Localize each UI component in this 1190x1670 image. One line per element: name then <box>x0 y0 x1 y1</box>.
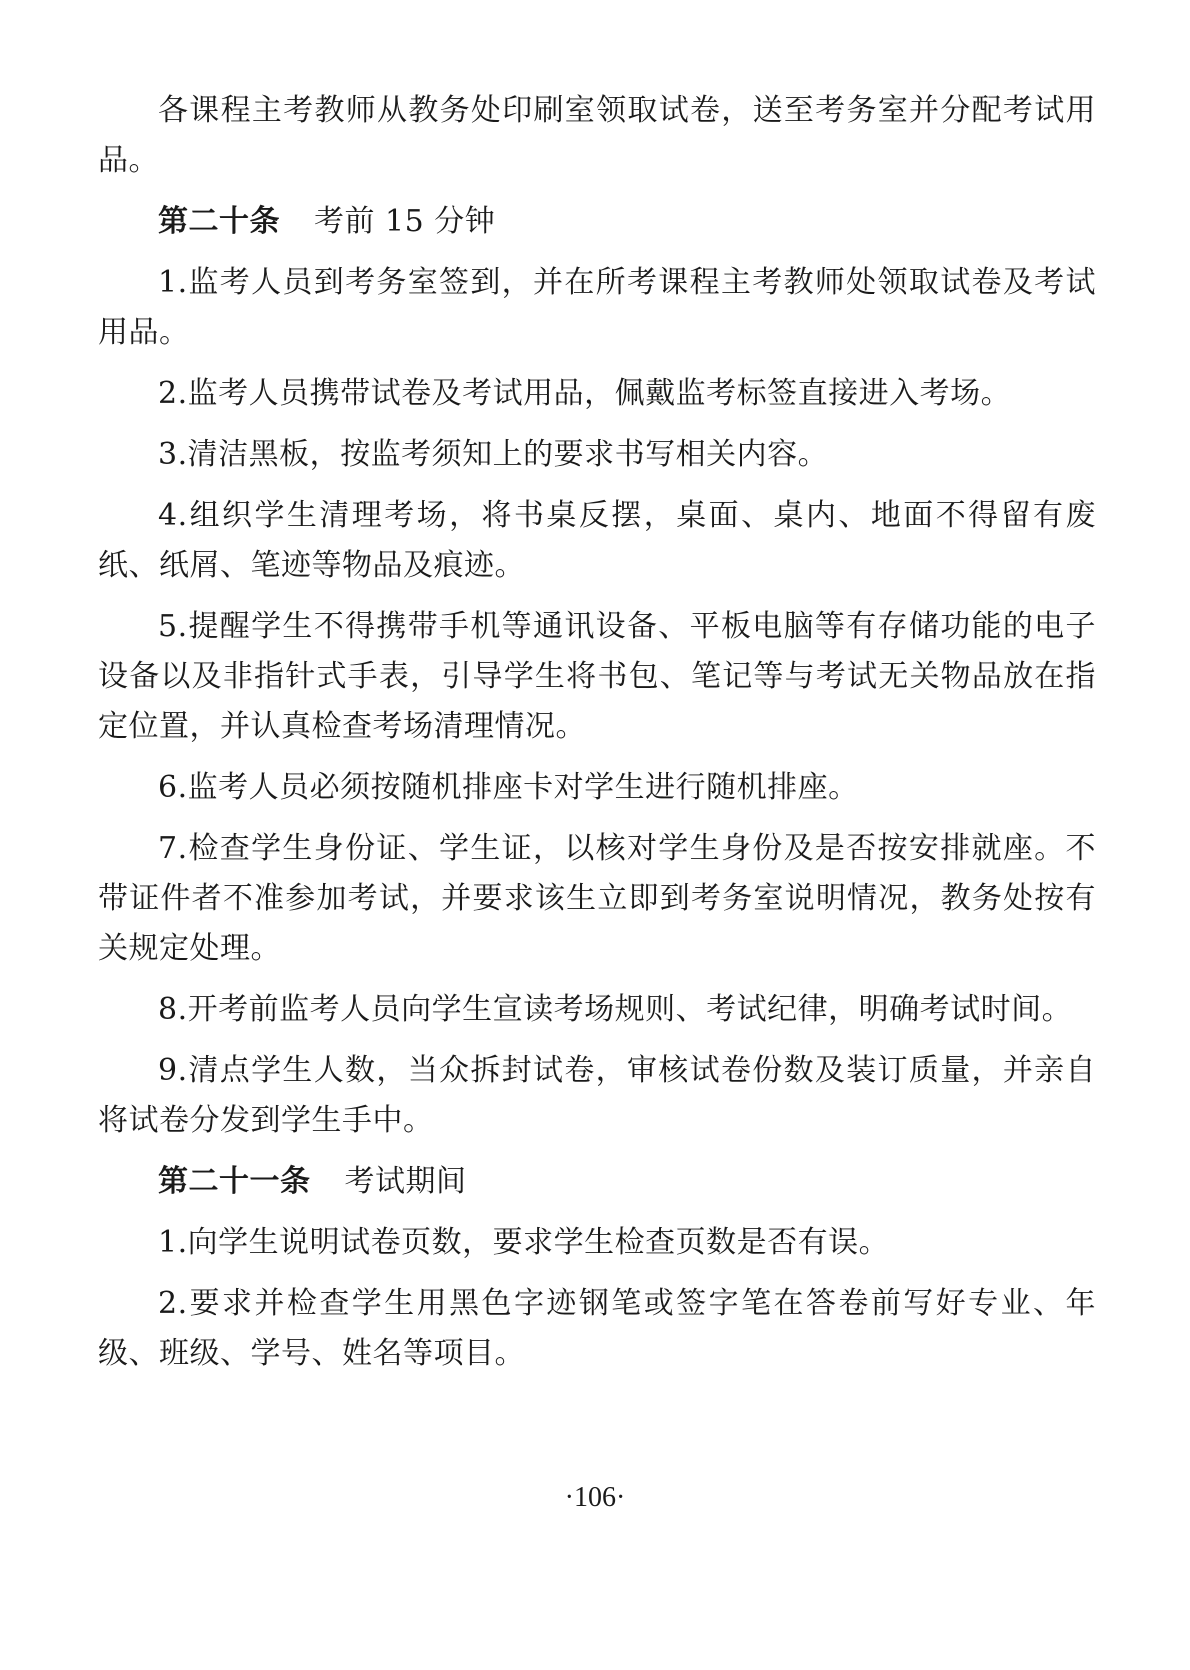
paragraph: 2.监考人员携带试卷及考试用品，佩戴监考标签直接进入考场。 <box>158 376 1012 411</box>
paragraph: 6.监考人员必须按随机排座卡对学生进行随机排座。 <box>158 770 859 805</box>
paragraph: 1.向学生说明试卷页数，要求学生检查页数是否有误。 <box>158 1225 890 1260</box>
paragraph: 8.开考前监考人员向学生宣读考场规则、考试纪律，明确考试时间。 <box>158 992 1073 1027</box>
article-title: 考试期间 <box>344 1164 467 1199</box>
paragraph: 4.组织学生清理考场，将书桌反摆，桌面、桌内、地面不得留有废纸、纸屑、笔迹等物品及痕迹。 <box>98 498 1096 583</box>
paragraph: 2.要求并检查学生用黑色字迹钢笔或签字笔在答卷前写好专业、年级、班级、学号、姓名等项目。 <box>98 1286 1096 1371</box>
page-number: ·106· <box>564 1482 626 1513</box>
paragraph: 9.清点学生人数，当众拆封试卷，审核试卷份数及装订质量，并亲自将试卷分发到学生手中。 <box>98 1053 1096 1138</box>
article-heading <box>98 1157 1096 1207</box>
paragraph: 7.检查学生身份证、学生证，以核对学生身份及是否按安排就座。不带证件者不准参加考试，并要求该生立即到考务室说明情况，教务处按有关规定处理。 <box>98 831 1096 966</box>
paragraph: 3.清洁黑板，按监考须知上的要求书写相关内容。 <box>158 437 829 472</box>
paragraph: 1.监考人员到考务室签到，并在所考课程主考教师处领取试卷及考试用品。 <box>98 265 1096 350</box>
article-heading <box>98 197 1096 247</box>
document-body <box>98 86 1096 1379</box>
article-title: 考前 15 分钟 <box>314 204 496 239</box>
article-number: 第二十条 <box>158 204 280 239</box>
article-number: 第二十一条 <box>158 1164 311 1199</box>
paragraph: 各课程主考教师从教务处印刷室领取试卷，送至考务室并分配考试用品。 <box>98 93 1096 178</box>
paragraph: 5.提醒学生不得携带手机等通讯设备、平板电脑等有存储功能的电子设备以及非指针式手表，引导学生将书包、笔记等与考试无关物品放在指定位置，并认真检查考场清理情况。 <box>98 609 1096 744</box>
